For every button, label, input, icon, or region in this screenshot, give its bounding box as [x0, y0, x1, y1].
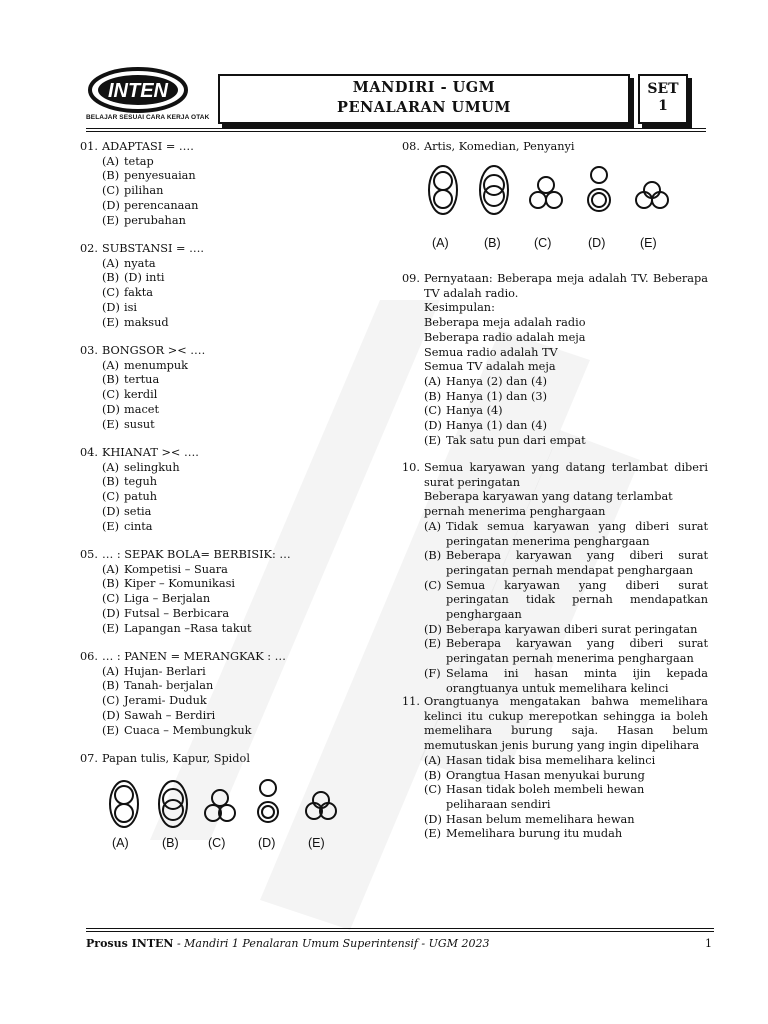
option-letter: (C) [424, 578, 442, 592]
option-letter: (E) [102, 315, 120, 329]
answer-option [402, 827, 708, 842]
answer-option [80, 199, 380, 214]
option-letter: (B) [102, 679, 120, 693]
option-letter: (E) [102, 519, 120, 533]
option-letter: (A) [102, 358, 119, 372]
question-06 [80, 650, 380, 738]
option-letter: (D) [102, 606, 120, 620]
option-text: perubahan [124, 213, 186, 227]
figure-label: (C) [534, 236, 552, 250]
q08-figures [424, 162, 674, 252]
question-number: 06. [80, 650, 98, 663]
answer-option [402, 520, 708, 549]
answer-option [80, 577, 380, 592]
option-text: Hanya (1) dan (4) [446, 419, 547, 433]
option-text: Beberapa karyawan yang diberi surat peringatan pernah mendapat penghargaan [446, 549, 708, 577]
question-03 [80, 344, 380, 432]
answer-option [80, 169, 380, 184]
answer-option [402, 390, 708, 405]
option-letter: (C) [424, 783, 442, 797]
question-stem [80, 548, 380, 563]
footer-desc: Mandiri 1 Penalaran Umum Superintensif - UGM 2023 [184, 937, 490, 950]
answer-option [80, 301, 380, 316]
option-letter: (B) [424, 549, 442, 563]
option-letter: (D) [102, 708, 120, 722]
answer-option [80, 316, 380, 331]
question-text: Papan tulis, Kapur, Spidol [102, 752, 250, 765]
option-text: Kompetisi – Suara [124, 562, 228, 576]
option-text: setia [124, 504, 152, 518]
q10-premise: Beberapa karyawan yang datang terlambat pernah menerima penghargaan [424, 490, 673, 519]
footer-rule-2 [86, 931, 714, 932]
option-letter: (A) [102, 460, 119, 474]
header-rule-2 [86, 131, 706, 132]
question-01 [80, 140, 380, 228]
question-02 [80, 242, 380, 330]
answer-option [402, 549, 708, 578]
q10-stem: Semua karyawan yang datang terlambat diberi surat peringatan [424, 461, 708, 489]
option-text: Hasan tidak bisa memelihara kelinci [446, 753, 656, 767]
answer-option [80, 665, 380, 680]
figure-label: (A) [112, 836, 129, 850]
question-stem [80, 140, 380, 155]
answer-option [402, 667, 708, 696]
option-letter: (E) [102, 621, 120, 635]
option-letter: (C) [102, 490, 120, 504]
option-letter: (E) [102, 723, 120, 737]
option-letter: (A) [102, 154, 119, 168]
question-11 [402, 695, 708, 842]
option-letter: (C) [424, 404, 442, 418]
option-text: Liga – Berjalan [124, 592, 211, 606]
page-number: 1 [705, 937, 712, 950]
option-text: Cuaca – Membungkuk [124, 723, 252, 737]
question-07 [80, 752, 380, 767]
option-text: Tidak semua karyawan yang diberi surat peringatan menerima penghargaan [446, 519, 708, 548]
figure-label: (C) [208, 836, 226, 850]
logo-tagline: BELAJAR SESUAI CARA KERJA OTAK [86, 114, 210, 121]
question-10 [402, 461, 708, 696]
option-letter: (D) [102, 300, 120, 314]
option-text: Semua karyawan yang diberi surat peringatan tidak pernah mendapatkan penghargaan [446, 578, 708, 622]
q08-number: 08. [402, 140, 420, 153]
option-text: Futsal – Berbicara [124, 606, 230, 620]
option-text: selingkuh [124, 460, 180, 474]
answer-option [80, 694, 380, 709]
option-letter: (A) [102, 256, 119, 270]
option-text: Hasan tidak boleh membeli hewan peliharaan sendiri [446, 783, 645, 811]
option-text: nyata [124, 256, 156, 270]
q09-line: Semua radio adalah TV [424, 345, 558, 359]
question-number: 01. [80, 140, 98, 153]
answer-option [80, 286, 380, 301]
option-letter: (D) [424, 622, 442, 636]
option-letter: (B) [102, 475, 120, 489]
q08-stem: Artis, Komedian, Penyanyi [424, 140, 575, 153]
answer-option [402, 637, 708, 666]
option-letter: (D) [102, 402, 120, 416]
question-stem [80, 650, 380, 665]
question-stem [80, 446, 380, 461]
option-letter: (C) [102, 286, 120, 300]
answer-option [402, 754, 708, 769]
option-text: isi [124, 300, 138, 314]
question-04 [80, 446, 380, 534]
answer-option [80, 724, 380, 739]
option-letter: (A) [424, 753, 441, 767]
option-letter: (E) [424, 433, 442, 447]
figure-label: (B) [162, 836, 179, 850]
option-text: Beberapa karyawan yang diberi surat peringatan pernah menerima penghargaan [446, 637, 708, 666]
answer-option [80, 373, 380, 388]
option-text: teguh [124, 475, 158, 489]
option-text: Memelihara burung itu mudah [446, 827, 623, 841]
answer-option [80, 563, 380, 578]
answer-option [80, 184, 380, 199]
option-letter: (C) [102, 184, 120, 198]
answer-option [80, 388, 380, 403]
answer-option [80, 490, 380, 505]
answer-option [80, 403, 380, 418]
question-stem [80, 242, 380, 257]
option-letter: (D) [102, 198, 120, 212]
option-text: Lapangan –Rasa takut [124, 621, 252, 635]
answer-option [80, 679, 380, 694]
title-line-2: PENALARAN UMUM [337, 99, 511, 116]
answer-option [80, 520, 380, 535]
footer-brand: Prosus INTEN [86, 937, 174, 950]
option-letter: (B) [424, 389, 442, 403]
option-letter: (A) [424, 519, 441, 533]
q07-figure-shapes [104, 776, 344, 832]
answer-option [402, 623, 708, 638]
answer-option [402, 783, 708, 812]
question-text: KHIANAT >< …. [102, 446, 199, 459]
option-text: Kiper – Komunikasi [124, 577, 236, 591]
option-letter: (E) [102, 417, 120, 431]
answer-option [80, 475, 380, 490]
set-box [638, 74, 688, 124]
option-letter: (E) [102, 213, 120, 227]
option-text: Hanya (4) [446, 404, 503, 418]
q09-number: 09. [402, 272, 420, 285]
option-text: Sawah – Berdiri [124, 708, 216, 722]
option-text: Hasan belum memelihara hewan [446, 812, 635, 826]
option-text: kerdil [124, 388, 158, 402]
title-box [218, 74, 630, 124]
answer-option [80, 709, 380, 724]
question-stem [80, 752, 380, 767]
question-number: 07. [80, 752, 98, 765]
footer-sep: - [173, 937, 185, 950]
option-text: fakta [124, 286, 154, 300]
option-letter: (E) [424, 827, 442, 841]
option-letter: (E) [424, 637, 442, 651]
option-text: penyesuaian [124, 169, 196, 183]
option-text: perencanaan [124, 198, 199, 212]
answer-option [80, 257, 380, 272]
answer-option [80, 359, 380, 374]
q10-number: 10. [402, 461, 420, 474]
question-08 [402, 140, 708, 155]
answer-option [402, 404, 708, 419]
answer-option [80, 592, 380, 607]
q09-line: Kesimpulan: [424, 301, 495, 315]
option-letter: (C) [102, 694, 120, 708]
figure-label: (E) [308, 836, 325, 850]
answer-option [80, 461, 380, 476]
option-letter: (A) [424, 374, 441, 388]
option-text: (D) inti [124, 271, 165, 285]
figure-label: (D) [588, 236, 606, 250]
question-text: ADAPTASI = …. [102, 140, 194, 153]
option-letter: (D) [424, 812, 442, 826]
option-letter: (D) [424, 419, 442, 433]
option-text: Orangtua Hasan menyukai burung [446, 768, 645, 782]
option-text: Hanya (2) dan (4) [446, 374, 547, 388]
option-letter: (F) [424, 666, 441, 680]
option-letter: (C) [102, 592, 120, 606]
question-stem [80, 344, 380, 359]
q08-figure-shapes [424, 162, 674, 218]
option-text: tertua [124, 373, 160, 387]
figure-label: (A) [432, 236, 449, 250]
question-09 [402, 272, 708, 448]
option-letter: (B) [102, 169, 120, 183]
answer-option [402, 434, 708, 449]
q09-line: Semua TV adalah meja [424, 360, 556, 374]
answer-option [402, 769, 708, 784]
question-text: … : PANEN = MERANGKAK : … [102, 650, 286, 663]
question-text: SUBSTANSI = …. [102, 242, 204, 255]
option-letter: (C) [102, 388, 120, 402]
figure-label: (E) [640, 236, 657, 250]
footer-rule [86, 928, 714, 929]
option-text: susut [124, 417, 155, 431]
answer-option [402, 813, 708, 828]
option-text: cinta [124, 519, 153, 533]
question-number: 05. [80, 548, 98, 561]
set-label: SET [647, 81, 679, 97]
option-text: tetap [124, 154, 154, 168]
q09-line: Beberapa radio adalah meja [424, 330, 586, 344]
svg-text:INTEN: INTEN [108, 80, 168, 102]
option-letter: (B) [102, 373, 120, 387]
option-text: maksud [124, 315, 169, 329]
answer-option [80, 607, 380, 622]
option-letter: (D) [102, 504, 120, 518]
title-line-1: MANDIRI - UGM [352, 79, 496, 96]
question-05 [80, 548, 380, 636]
answer-option [80, 271, 380, 286]
answer-option [80, 214, 380, 229]
answer-option [80, 622, 380, 637]
q11-stem: Orangtuanya mengatakan bahwa memelihara kelinci itu cukup merepotkan sehingga ia boleh memelihara burung saja. Hasan belum memutuskan jenis burung yang ingin dipelihara [424, 695, 708, 753]
answer-option [80, 418, 380, 433]
option-text: Hanya (1) dan (3) [446, 389, 547, 403]
answer-option [80, 155, 380, 170]
option-text: Beberapa karyawan diberi surat peringatan [446, 622, 698, 636]
option-text: pilihan [124, 184, 164, 198]
q09-stem: Pernyataan: Beberapa meja adalah TV. Beberapa TV adalah radio. [424, 272, 708, 300]
option-letter: (B) [424, 768, 442, 782]
option-letter: (A) [102, 562, 119, 576]
option-text: macet [124, 402, 159, 416]
figure-label: (D) [258, 836, 276, 850]
footer [86, 937, 714, 950]
answer-option [402, 375, 708, 390]
q07-figures [104, 776, 344, 856]
question-text: BONGSOR >< …. [102, 344, 206, 357]
option-text: Tanah- berjalan [124, 679, 214, 693]
option-letter: (B) [102, 271, 120, 285]
answer-option [402, 579, 708, 623]
option-text: Tak satu pun dari empat [446, 433, 586, 447]
figure-label: (B) [484, 236, 501, 250]
option-text: Selama ini hasan minta ijin kepada orangtuanya untuk memelihara kelinci [446, 666, 708, 695]
answer-option [80, 505, 380, 520]
option-text: Jerami- Duduk [124, 694, 207, 708]
option-text: patuh [124, 490, 158, 504]
question-number: 02. [80, 242, 98, 255]
answer-option [402, 419, 708, 434]
option-letter: (A) [102, 664, 119, 678]
question-number: 04. [80, 446, 98, 459]
set-number: 1 [658, 98, 668, 114]
option-text: Hujan- Berlari [124, 664, 206, 678]
question-number: 03. [80, 344, 98, 357]
q11-number: 11. [402, 695, 420, 708]
question-text: … : SEPAK BOLA= BERBISIK: … [102, 548, 291, 561]
option-letter: (B) [102, 577, 120, 591]
header-rule [86, 128, 706, 129]
q09-line: Beberapa meja adalah radio [424, 316, 586, 330]
option-text: menumpuk [124, 358, 189, 372]
